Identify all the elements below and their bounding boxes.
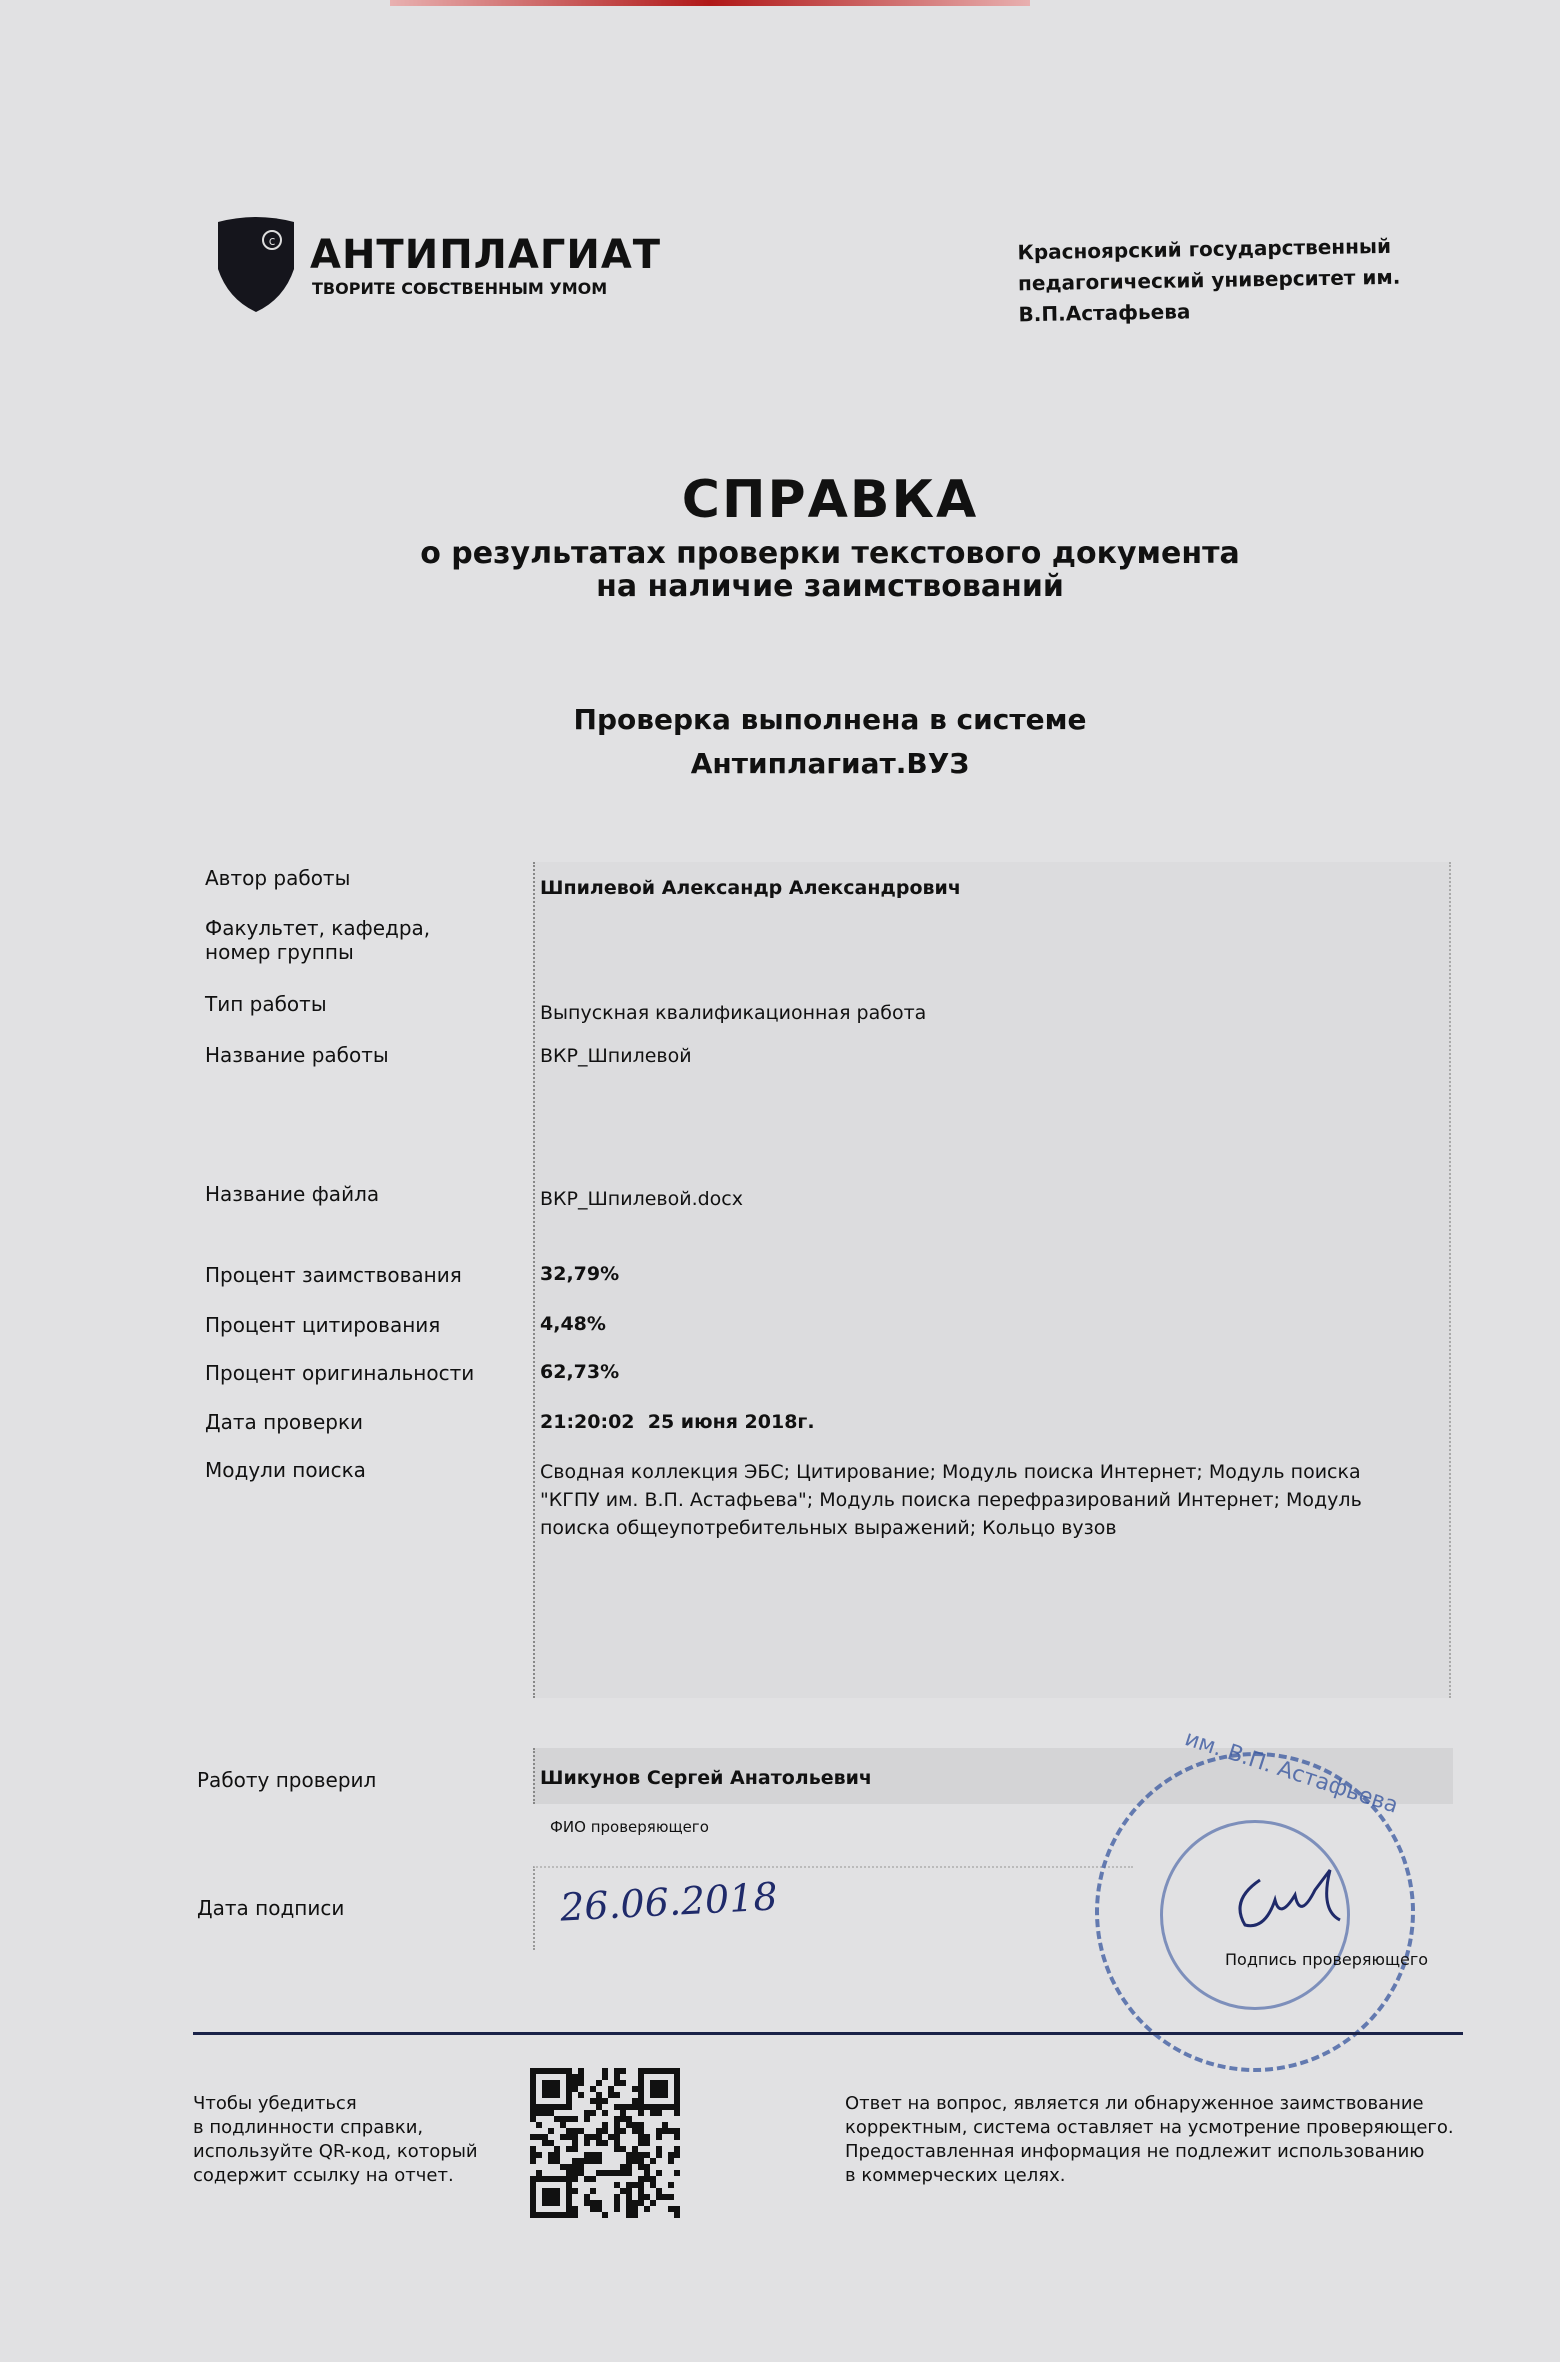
footer-line: корректным, система оставляет на усмотрение проверяющего. bbox=[845, 2117, 1454, 2138]
subtitle-line: о результатах проверки текстового документа bbox=[420, 536, 1240, 571]
borrow-value: 32,79% bbox=[540, 1263, 620, 1285]
checker-caption: ФИО проверяющего bbox=[550, 1818, 709, 1836]
signature-scribble bbox=[1220, 1860, 1350, 1940]
system-heading bbox=[0, 698, 1560, 786]
check-date-value: 21:20:02 25 июня 2018г. bbox=[540, 1411, 815, 1433]
sign-date-handwritten: 26.06.2018 bbox=[558, 1874, 779, 1930]
disclaimer bbox=[845, 2092, 1454, 2188]
document-subtitle bbox=[0, 537, 1560, 603]
modules-line: Сводная коллекция ЭБС; Цитирование; Модуль поиска Интернет; Модуль поиска bbox=[540, 1461, 1361, 1483]
cite-label: Процент цитирования bbox=[205, 1313, 441, 1337]
brand-name: АНТИПЛАГИАТ bbox=[310, 232, 662, 278]
signature-caption: Подпись проверяющего bbox=[1225, 1950, 1429, 1969]
footer-line: Чтобы убедиться bbox=[193, 2093, 357, 2114]
university-name bbox=[1017, 231, 1401, 331]
borrow-label: Процент заимствования bbox=[205, 1263, 462, 1287]
orig-label: Процент оригинальности bbox=[205, 1361, 475, 1385]
system-name: Антиплагиат.ВУЗ bbox=[690, 747, 970, 780]
qr-code[interactable] bbox=[530, 2068, 680, 2218]
brand-tagline: ТВОРИТЕ СОБСТВЕННЫМ УМОМ bbox=[312, 279, 608, 298]
qr-instructions bbox=[193, 2092, 478, 2188]
footer-line: в коммерческих целях. bbox=[845, 2165, 1066, 2186]
checked-by-label: Работу проверил bbox=[197, 1768, 377, 1792]
modules-line: "КГПУ им. В.П. Астафьева"; Модуль поиска перефразирований Интернет; Модуль bbox=[540, 1489, 1362, 1511]
document-title: СПРАВКА bbox=[681, 470, 979, 530]
subtitle-line: на наличие заимствований bbox=[596, 569, 1064, 604]
divider bbox=[193, 2032, 1463, 2035]
footer-line: Предоставленная информация не подлежит использованию bbox=[845, 2141, 1425, 2162]
cite-value: 4,48% bbox=[540, 1313, 606, 1335]
work-name-value: ВКР_Шпилевой bbox=[540, 1045, 692, 1067]
faculty-label-2: номер группы bbox=[205, 940, 354, 964]
university-line: педагогический университет им. bbox=[1017, 264, 1401, 296]
type-label: Тип работы bbox=[205, 992, 327, 1016]
values-area bbox=[533, 862, 1451, 1698]
work-name-label: Название работы bbox=[205, 1043, 389, 1067]
check-date-label: Дата проверки bbox=[205, 1410, 364, 1434]
author-label: Автор работы bbox=[205, 866, 351, 890]
file-value: ВКР_Шпилевой.docx bbox=[540, 1188, 743, 1210]
orig-value: 62,73% bbox=[540, 1361, 620, 1383]
footer-line: используйте QR-код, который bbox=[193, 2141, 478, 2162]
system-line: Проверка выполнена в системе bbox=[573, 703, 1087, 736]
university-line: Красноярский государственный bbox=[1017, 233, 1392, 265]
footer-line: в подлинности справки, bbox=[193, 2117, 424, 2138]
file-label: Название файла bbox=[205, 1182, 380, 1206]
footer-line: содержит ссылку на отчет. bbox=[193, 2165, 454, 2186]
footer-line: Ответ на вопрос, является ли обнаруженное заимствование bbox=[845, 2093, 1424, 2114]
modules-line: поиска общеупотребительных выражений; Кольцо вузов bbox=[540, 1517, 1117, 1539]
page-edge bbox=[390, 0, 1030, 6]
modules-label: Модули поиска bbox=[205, 1458, 366, 1482]
checker-name: Шикунов Сергей Анатольевич bbox=[540, 1767, 872, 1789]
svg-text:c: c bbox=[268, 234, 276, 248]
stamp-text: им. В.П. Астафьева bbox=[1181, 1726, 1402, 1819]
type-value: Выпускная квалификационная работа bbox=[540, 1002, 927, 1024]
antiplagiat-shield-logo bbox=[214, 214, 298, 314]
university-line: В.П.Астафьева bbox=[1018, 299, 1191, 327]
modules-value bbox=[540, 1458, 1362, 1542]
faculty-label: Факультет, кафедра, bbox=[205, 916, 431, 940]
sign-date-label: Дата подписи bbox=[197, 1896, 345, 1920]
author-value: Шпилевой Александр Александрович bbox=[540, 877, 961, 899]
